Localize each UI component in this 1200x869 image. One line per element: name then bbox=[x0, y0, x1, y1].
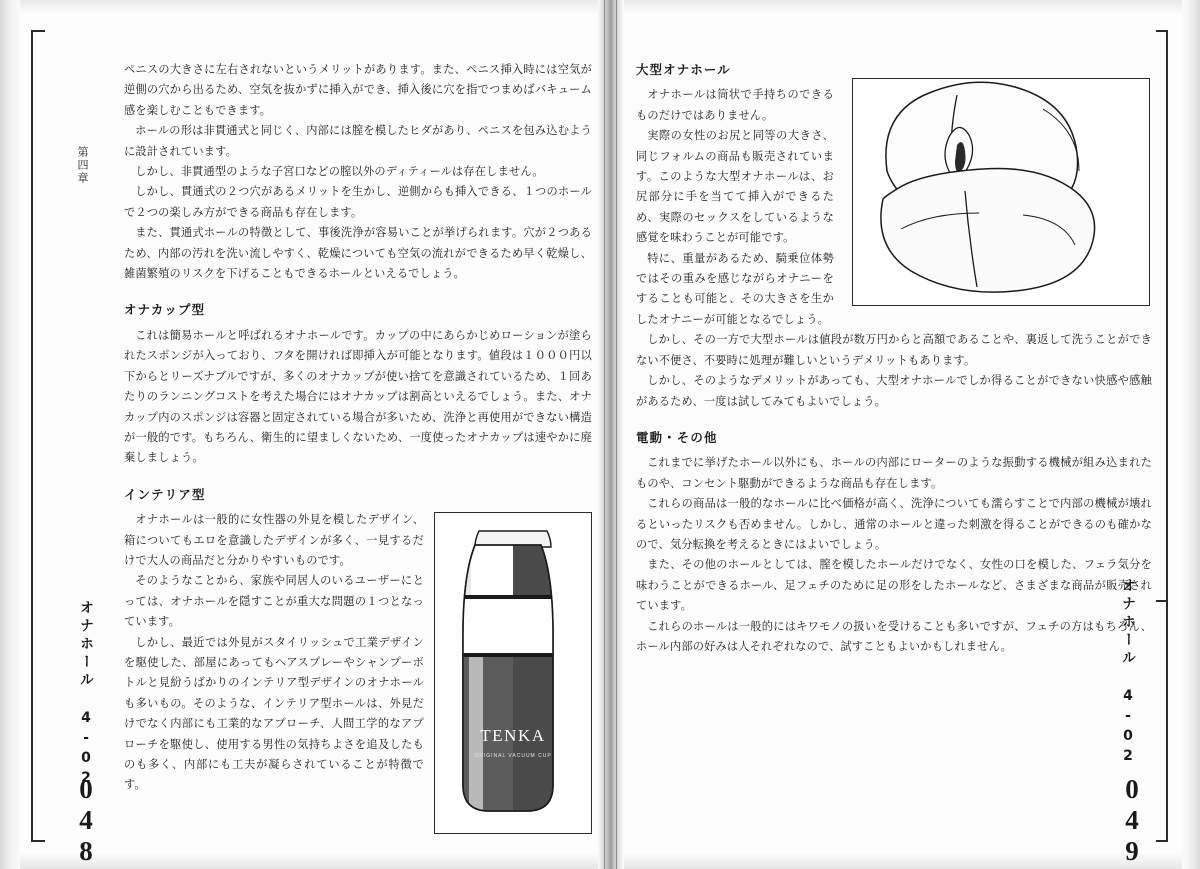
margin-tick-left-bottom bbox=[33, 840, 45, 842]
paragraph: オナホールは一般的に女性器の外見を模したデザイン、箱についてもエロを意識したデザインが多く、一見するだけで大人の商品だと分かりやすいものです。 bbox=[124, 513, 424, 567]
scan-edge-left bbox=[0, 0, 20, 869]
margin-rule-left bbox=[31, 30, 33, 842]
paragraph: ホールの形は非貫通式と同じく、内部には膣を模したヒダがあり、ペニスを包み込むように設計されています。 bbox=[124, 124, 592, 158]
paragraph: ペニスの大きさに左右されないというメリットがあります。また、ペニス挿入時には空気が逆側の穴から出るため、空気を抜かずに挿入ができ、挿入後に穴を指でつまめばバキューム感を楽しむこともできます。 bbox=[124, 63, 592, 117]
paragraph: オナホールは筒状で手持ちのできるものだけではありません。 bbox=[636, 88, 834, 122]
margin-tick-left-top bbox=[33, 30, 45, 32]
figure-onacup bbox=[434, 512, 592, 834]
paragraph: これは簡易ホールと呼ばれるオナホールです。カップの中にあらかじめローションが塗られたスポンジが入っており、フタを開ければ即挿入が可能となります。値段は１０００円以下からとリーズナブルですが、多くのオナカップが使い捨てを意識されているため、１回あたりのランニングコストを考えた場合にはオナカップは割高といえるでしょう。また、オナカップ内のスポンジは容器と固定されている場合が多いため、洗浄と再使用ができない構造が一般的です。もちろん、衛生的に望ましくないため、一度使ったオナカップは速やかに廃棄しましょう。 bbox=[124, 328, 592, 465]
margin-tick-right-bottom bbox=[1156, 840, 1168, 842]
running-head-left: オナホール 4-02 bbox=[78, 600, 94, 790]
section-heading-onacup: オナカップ型 bbox=[124, 302, 206, 318]
chapter-label-left: 第四章 bbox=[76, 146, 89, 185]
section-heading-electric-other: 電動・その他 bbox=[636, 429, 718, 445]
binding-line-left bbox=[604, 0, 605, 869]
page-number-right: 049 bbox=[1117, 774, 1147, 867]
paragraph: しかし、その一方で大型ホールは値段が数万円からと高額であることや、裏返して洗うことができない不便さ、不要時に処理が難しいというデメリットもあります。 bbox=[636, 333, 1152, 367]
running-head-right: オナホール 4-02 bbox=[1120, 578, 1136, 768]
margin-tick-right-mid bbox=[1156, 600, 1168, 602]
margin-tick-right-top bbox=[1156, 30, 1168, 32]
paragraph: これらの商品は一般的なホールに比べ価格が高く、洗浄についても濡らすことで内部の機械が壊れるといったリスクも否めません。しかし、通常のホールと違った刺激を得ることができるのも確かなので、気分転換を考えるときにはよいでしょう。 bbox=[636, 497, 1152, 551]
margin-rule-right bbox=[1166, 30, 1168, 842]
paragraph: しかし、最近では外見がスタイリッシュで工業デザインを駆使した、部屋にあってもヘアスプレーやシャンプーボトルと見紛うばかりのインテリア型デザインのオナホールも多いもの。そのような、インテリア型ホールは、外見だけでなく内部にも工業的なアプローチ、人間工学的なアプローチを駆使し、使用する男性の気持ちよさを追及したものも多く、内部にも工夫が凝らされていることが特徴です。 bbox=[124, 635, 424, 792]
onacup-illustration bbox=[435, 513, 591, 833]
figure-large-hip-onahole bbox=[852, 78, 1150, 306]
paragraph: また、その他のホールとしては、膣を模したホールだけでなく、女性の口を模した、フェラ気分を味わうことができるホール、足フェチのために足の形をしたホールなど、さまざまな商品が販売されています。 bbox=[636, 558, 1152, 613]
book-gutter bbox=[598, 0, 624, 869]
paragraph: しかし、そのようなデメリットがあっても、大型オナホールでしか得ることができない快感や感触があるため、一度は試してみてもよいでしょう。 bbox=[636, 374, 1152, 408]
paragraph: 実際の女性のお尻と同等の大きさ、同じフォルムの商品も販売されています。このような大型オナホールは、お尻部分に手を当てて挿入ができるため、実際のセックスをしているような感覚を味わうことが可能です。 bbox=[636, 129, 834, 245]
product-sublabel: ORIGINAL VACUUM CUP bbox=[474, 753, 552, 759]
paragraph: しかし、非貫通型のような子宮口などの膣以外のディティールは存在しません。 bbox=[135, 165, 544, 179]
hip-onahole-illustration bbox=[853, 79, 1149, 305]
paragraph: そのようなことから、家族や同居人のいるユーザーにとっては、オナホールを隠すことが重大な問題の１つとなっています。 bbox=[124, 574, 424, 629]
section-heading-large-onahole: 大型オナホール bbox=[636, 62, 731, 77]
paragraph: 特に、重量があるため、騎乗位体勢ではその重みを感じながらオナニーをすることも可能と、その大きさを生かしたオナニーが可能となるでしょう。 bbox=[636, 251, 834, 326]
section-heading-interior: インテリア型 bbox=[124, 486, 206, 502]
binding-line-right bbox=[616, 0, 617, 869]
text-block-wrapped bbox=[636, 85, 834, 330]
text-block-full bbox=[636, 330, 1152, 657]
scan-edge-right bbox=[1182, 0, 1200, 869]
page-number-left: 048 bbox=[71, 774, 101, 867]
product-label: TENKA bbox=[480, 726, 546, 745]
paragraph: これらのホールは一般的にはキワモノの扱いを受けることも多いですが、フェチの方はもちろん、ホール内部の好みは人それぞれなので、試すこともよいかもしれません。 bbox=[636, 619, 1152, 653]
paragraph: また、貫通式ホールの特徴として、事後洗浄が容易いことが挙げられます。穴が２つあるため、内部の汚れを洗い流しやすく、乾燥についても空気の流れができるため早く乾燥し、雑菌繁殖のリスクを下げることもできるホールといえるでしょう。 bbox=[124, 226, 592, 281]
paragraph: しかし、貫通式の２つ穴があるメリットを生かし、逆側からも挿入できる、１つのホールで２つの楽しみ方ができる商品も存在します。 bbox=[124, 185, 592, 219]
paragraph: これまでに挙げたホール以外にも、ホールの内部にローターのような振動する機械が組み込まれたものや、コンセント駆動ができるような商品も存在します。 bbox=[636, 456, 1152, 490]
